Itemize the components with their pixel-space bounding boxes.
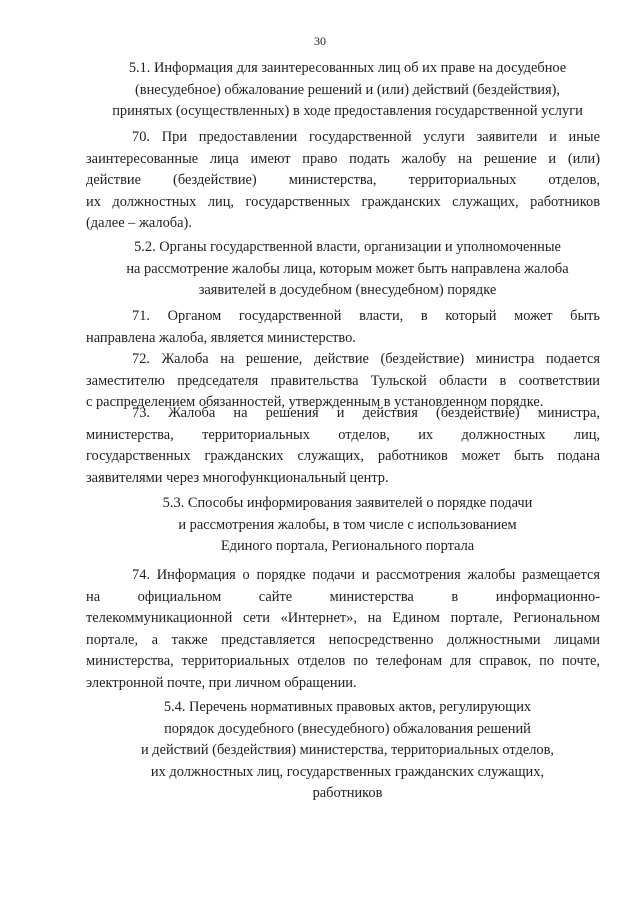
paragraph-line: портале, а также представляется непосредственно должностными лицами [86,631,600,648]
heading-line: Единого портала, Регионального портала [220,538,475,555]
paragraph-line: направлена жалоба, является министерство. [86,329,356,346]
heading-line: их должностных лиц, государственных гражданских служащих, [150,763,545,780]
paragraph-line: министерства, территориальных отделов по телефонам для справок, по почте, [86,653,600,670]
paragraph-line: электронной почте, при личном обращении. [86,674,357,691]
page-number: 30 [314,34,326,48]
paragraph-74 [86,565,600,695]
heading-line: 5.3. Способы информирования заявителей о порядке подачи [162,495,533,511]
paragraph-line: заинтересованные лица имеют право подать жалобу на решение и (или) [86,150,600,167]
heading-line: на рассмотрение жалобы лица, которым может быть направлена жалоба [126,260,569,277]
heading-line: и действий (бездействия) министерства, территориальных отделов, [141,742,554,759]
paragraph-line: действие (бездействие) министерства, территориальных отделов, [86,172,600,189]
section-heading-5-3 [80,493,615,558]
paragraph-line: их должностных лиц, государственных гражданских служащих, работников [86,193,600,210]
heading-line: работников [312,785,383,802]
heading-line: 5.1. Информация для заинтересованных лиц об их праве на досудебное [128,60,567,76]
paragraph-line: государственных гражданских служащих, работников может быть подана [86,448,600,465]
heading-line: (внесудебное) обжалование решений и (или) действий (бездействия), [135,81,560,98]
paragraph-line: 73. Жалоба на решения и действия (бездействие) министра, [132,405,600,421]
paragraph-line: министерства, территориальных отделов, их должностных лиц, [86,426,600,443]
section-heading-5-2 [80,237,615,302]
heading-line: и рассмотрения жалобы, в том числе с использованием [178,516,517,533]
heading-line: заявителей в досудебном (внесудебном) порядке [198,282,497,299]
paragraph-line: (далее – жалоба). [86,215,192,232]
paragraph-line: 70. При предоставлении государственной услуги заявители и иные [132,129,600,145]
paragraph-line: телекоммуникационной сети «Интернет», на Едином портале, Региональном [86,610,600,627]
paragraph-line: заместителю председателя правительства Тульской области в соответствии [86,372,600,389]
heading-line: 5.4. Перечень нормативных правовых актов, регулирующих [163,699,532,715]
paragraph-line: 74. Информация о порядке подачи и рассмотрения жалобы размещается [132,567,600,583]
paragraph-71 [86,306,600,349]
heading-line: 5.2. Органы государственной власти, организации и уполномоченные [134,239,561,255]
section-heading-5-1 [80,58,615,123]
heading-line: порядок досудебного (внесудебного) обжалования решений [164,720,531,737]
section-heading-5-4 [80,697,615,805]
paragraph-70 [86,127,600,235]
paragraph-line: с распределением обязанностей, утвержденным в установленном порядке. [86,394,544,411]
paragraph-line: заявителями через многофункциональный центр. [86,469,389,486]
paragraph-line: 72. Жалоба на решение, действие (бездействие) министра подается [132,351,600,367]
heading-line: принятых (осуществленных) в ходе предоставления государственной услуги [112,103,583,120]
paragraph-line: 71. Органом государственной власти, в который может быть [132,308,600,324]
paragraph-73 [86,403,600,489]
paragraph-line: на официальном сайте министерства в информационно- [86,588,600,605]
